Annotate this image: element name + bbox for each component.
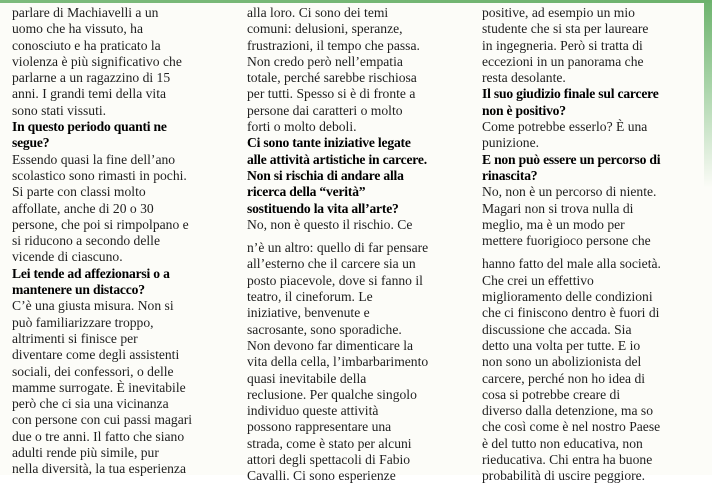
article-column-1 [12,5,233,485]
answer-line: nella diversità, la tua esperienza [12,461,186,477]
answer-line: violenza è più significativo che [12,53,182,69]
answer-line: è del tutto non educativa, non [482,435,643,451]
answer-line: per tutti. Spesso si è di fronte a [247,86,416,102]
answer-line: Essendo quasi la fine dell’ano [12,151,176,167]
answer-line: possono rappresentare una [247,419,392,435]
right-edge-green-tint [704,3,712,188]
question-line: Lei tende ad affezionarsi o a [12,265,170,281]
question-line: E non può essere un percorso di [482,151,661,167]
question-line: non è positivo? [482,102,566,118]
answer-line: detto una volta per tutte. E io [482,337,641,353]
answer-line: studente che si sta per laureare [482,21,649,37]
question-line: Ci sono tante iniziative legate [247,135,411,151]
answer-line: altrimenti si finisce per [12,330,138,346]
question-line: In questo periodo quanti ne [12,119,167,135]
answer-line: mettere fuorigioco persone che [482,233,651,249]
answer-line: parlare di Machiavelli a un [12,5,159,20]
answer-line: affollate, anche di 20 o 30 [12,200,154,216]
answer-line: attori degli spettacoli di Fabio [247,452,411,468]
top-green-rule [0,0,712,3]
answer-line: miglioramento delle condizioni [482,289,653,305]
answer-line: discussione che accada. Sia [482,321,632,337]
answer-line: due o tre anni. Il fatto che siano [12,428,185,444]
answer-line: carcere, perché non ho idea di [482,370,646,386]
answer-line: posto piacevole, dove si fanno il [247,272,423,288]
answer-line: mamme surrogate. È inevitabile [12,379,186,395]
answer-line: anni. I grandi temi della vita [12,86,167,102]
answer-line: può familiarizzare troppo, [12,314,154,330]
answer-line: C’è una giusta misura. Non si [12,298,174,314]
answer-line: individuo queste attività [247,403,379,419]
answer-line: cosa si potrebbe creare di [482,386,621,402]
answer-line: punizione. [482,135,540,151]
question-line: Non si rischia di andare alla [247,167,404,183]
answer-line: però che ci sia una vicinanza [12,396,169,412]
answer-line: strada, come è stato per alcuni [247,435,412,451]
answer-line: scolastico sono rimasti in pochi. [12,167,187,183]
answer-line: diventare come degli assistenti [12,347,180,363]
answer-line: forti o molto deboli. [247,119,357,135]
answer-line: iniziative, benvenute e [247,305,370,321]
question-line: sostituendo la vita all’arte? [247,200,399,216]
answer-line: sono stati vissuti. [12,102,107,118]
answer-line: persone, che poi si rimpolpano e [12,216,189,232]
answer-line: hanno fatto del male alla società. [482,256,661,272]
answer-line: persone dai caratteri o molto [247,102,403,118]
question-line: alle attività artistiche in carcere. [247,151,427,167]
answer-line: positive, ad esempio un mio [482,5,635,20]
answer-line: diverso dalla detenzione, ma so [482,403,653,419]
answer-line: in ingegneria. Però si tratta di [482,37,643,53]
answer-line: No, non è un percorso di niente. [482,184,657,200]
answer-line: all’esterno che il carcere sia un [247,256,416,272]
question-line: Il suo giudizio finale sul carcere [482,86,659,102]
answer-line: eccezioni in un panorama che [482,53,644,69]
answer-line: Si parte con classi molto [12,184,146,200]
answer-line: teatro, il cineforum. Le [247,289,373,305]
question-line: ricerca della “verità” [247,184,366,200]
answer-line: Come potrebbe esserlo? È una [482,119,648,135]
answer-line: si riducono a secondo delle [12,233,160,249]
question-line: rinascita? [482,167,538,183]
answer-line: resta desolante. [482,70,566,86]
answer-line: Non devono far dimenticare la [247,337,414,353]
answer-line: comuni: delusioni, speranze, [247,21,403,37]
answer-line: non sono un abolizionista del [482,354,642,370]
answer-line: sacrosante, sono sporadiche. [247,321,402,337]
answer-line: No, non è questo il rischio. Ce [247,216,413,232]
answer-line: totale, perché sarebbe rischiosa [247,70,417,86]
answer-line: frustrazioni, il tempo che passa. [247,37,420,53]
article-column-2 [247,5,468,485]
answer-line: adulti rende più simile, pur [12,445,159,461]
answer-line: vicende di ciascuno. [12,249,123,265]
answer-line: rieducativa. Chi entra ha buone [482,452,653,468]
answer-line: n’è un altro: quello di far pensare [247,240,429,256]
answer-line: conosciuto e ha praticato la [12,37,161,53]
answer-line: uomo che ha vissuto, ha [12,21,144,37]
answer-line: con persone con cui passi magari [12,412,193,428]
answer-line: Magari non si trova nulla di [482,200,634,216]
answer-line: alla loro. Ci sono dei temi [247,5,389,20]
answer-line: probabilità di uscire peggiore. [482,468,646,484]
question-line: mantenere un distacco? [12,282,145,298]
answer-line: parlarne a un ragazzino di 15 [12,70,171,86]
answer-line: meglio, ma è un modo per [482,216,625,232]
answer-line: vita della cella, l’imbarbarimento [247,354,429,370]
answer-line: sociali, dei confessori, o delle [12,363,174,379]
article-columns [12,5,704,485]
answer-line: Che crei un effettivo [482,272,594,288]
answer-line: Non credo però nell’empatia [247,53,403,69]
answer-line: Cavalli. Ci sono esperienze [247,468,396,484]
answer-line: reclusione. Per qualche singolo [247,386,417,402]
answer-line: che ci finiscono dentro è fuori di [482,305,660,321]
article-column-3 [482,5,703,485]
answer-line: quasi inevitabile della [247,370,367,386]
question-line: segue? [12,135,50,151]
answer-line: che così come è nel nostro Paese [482,419,661,435]
